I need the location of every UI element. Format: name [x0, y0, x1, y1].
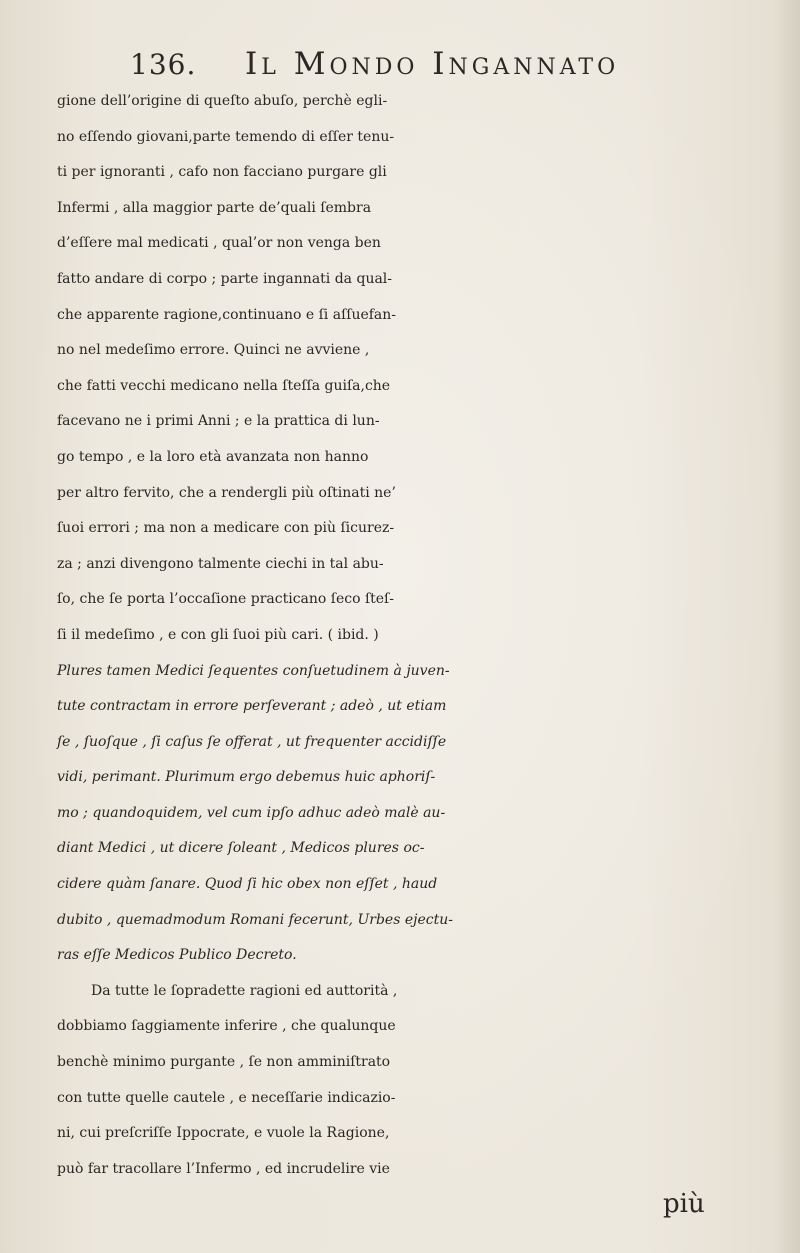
- latin-quotation-line: ras eſſe Medicos Publico Decreto.: [57, 947, 297, 964]
- page-number: 136.: [130, 48, 197, 81]
- text-line: può far tracollare l’Infermo , ed incrudelire vie: [57, 1160, 390, 1177]
- catchword: più: [663, 1189, 705, 1220]
- page-header: [130, 44, 730, 84]
- text-line: go tempo , e la loro età avanzata non hanno: [57, 448, 369, 465]
- text-line: gione dell’origine di queſto abuſo, perchè egli-: [57, 93, 388, 109]
- latin-quotation-line: mo ; quandoquidem, vel cum ipſo adhuc adeò malè au-: [57, 804, 446, 821]
- text-line: fatto andare di corpo ; parte ingannati da qual-: [57, 270, 393, 287]
- latin-quotation-line: vidi, perimant. Plurimum ergo debemus huic aphoriſ-: [57, 769, 436, 786]
- text-line: Da tutte le ſopradette ragioni ed auttorità ,: [91, 982, 398, 999]
- text-line: za ; anzi divengono talmente ciechi in tal abu-: [57, 555, 384, 572]
- text-line: dobbiamo ſaggiamente inferire , che qualunque: [57, 1018, 396, 1035]
- text-line: d’eſſere mal medicati , qual’or non venga ben: [57, 235, 381, 252]
- text-line: con tutte quelle cautele , e neceſſarie indicazio-: [57, 1089, 396, 1106]
- text-line: Infermi , alla maggior parte de’quali ſembra: [57, 199, 372, 216]
- latin-quotation-line: cidere quàm ſanare. Quod ſi hic obex non eſſet , haud: [57, 876, 438, 893]
- text-line: ni, cui preſcriſſe Ippocrate, e vuole la Ragione,: [57, 1125, 390, 1142]
- text-line: ſi il medeſimo , e con gli ſuoi più cari. ( ibid. ): [57, 626, 379, 643]
- text-line: che apparente ragione,continuano e ſi aſſuefan-: [57, 306, 397, 323]
- body-text: [57, 84, 787, 1223]
- text-line: che fatti vecchi medicano nella ſteſſa guiſa,che: [57, 377, 391, 394]
- latin-quotation-line: ſe , ſuoſque , ſi caſus ſe offerat , ut frequenter accidiſſe: [57, 733, 447, 750]
- text-line: no eſſendo giovani,parte temendo di eſſer tenu-: [57, 128, 395, 145]
- text-line: facevano ne i primi Anni ; e la prattica di lun-: [57, 413, 380, 430]
- text-line: benchè minimo purgante , ſe non amminiſtrato: [57, 1054, 391, 1071]
- latin-quotation-line: tute contractam in errore perſeverant ; adeò , ut etiam: [57, 698, 447, 715]
- text-line: ſo, che ſe porta l’occaſione practicano ſeco ſteſ-: [57, 591, 394, 608]
- running-title: Il Mondo Ingannato: [245, 46, 620, 82]
- text-line: per altro fervito, che a rendergli più oſtinati ne’: [57, 484, 396, 501]
- latin-quotation-line: diant Medici , ut dicere ſoleant , Medicos plures oc-: [57, 840, 425, 857]
- latin-quotation-line: dubito , quemadmodum Romani fecerunt, Urbes ejectu-: [57, 911, 453, 928]
- text-line: no nel medeſimo errore. Quinci ne avviene ,: [57, 342, 370, 359]
- text-line: ſuoi errori ; ma non a medicare con più ſicurez-: [57, 520, 395, 537]
- text-line: ti per ignoranti , cafo non facciano purgare gli: [57, 164, 387, 181]
- latin-quotation-line: Plures tamen Medici ſequentes conſuetudinem à juven-: [57, 662, 450, 679]
